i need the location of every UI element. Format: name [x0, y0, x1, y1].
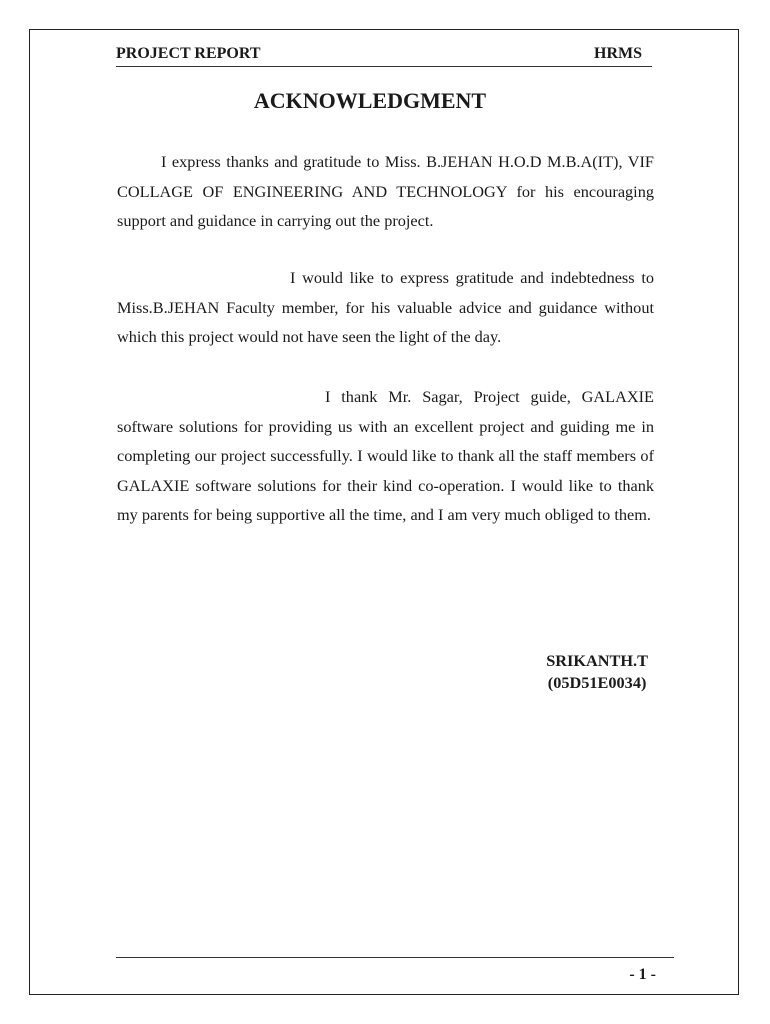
paragraph-3: I thank Mr. Sagar, Project guide, GALAXIE software solutions for providing us with an excellent project and guiding me in completing our project successfully. I would like to thank all the staff members of GALAXIE software solutions for their kind co-operation. I would like to thank my parents for being supportive all the time, and I am very much obliged to them.: [117, 387, 654, 524]
page-title: ACKNOWLEDGMENT: [253, 88, 487, 113]
page-number: - 1 -: [629, 966, 656, 983]
header-project-name: HRMS: [594, 45, 642, 62]
signature-roll-number: (05D51E0034): [547, 673, 647, 692]
header-report-label: PROJECT REPORT: [116, 45, 261, 62]
signature-name: SRIKANTH.T: [546, 651, 648, 670]
paragraph-1: I express thanks and gratitude to Miss. B.JEHAN H.O.D M.B.A(IT), VIF COLLAGE OF ENGINEERING AND TECHNOLOGY for his encouraging support and guidance in carrying out the project.: [117, 152, 654, 230]
footer-divider: [116, 957, 674, 958]
signature-block: [546, 650, 648, 694]
paragraph-2: I would like to express gratitude and indebtedness to Miss.B.JEHAN Faculty member, for his valuable advice and guidance without which this project would not have seen the light of the day.: [117, 268, 654, 346]
page-header: [116, 44, 652, 67]
